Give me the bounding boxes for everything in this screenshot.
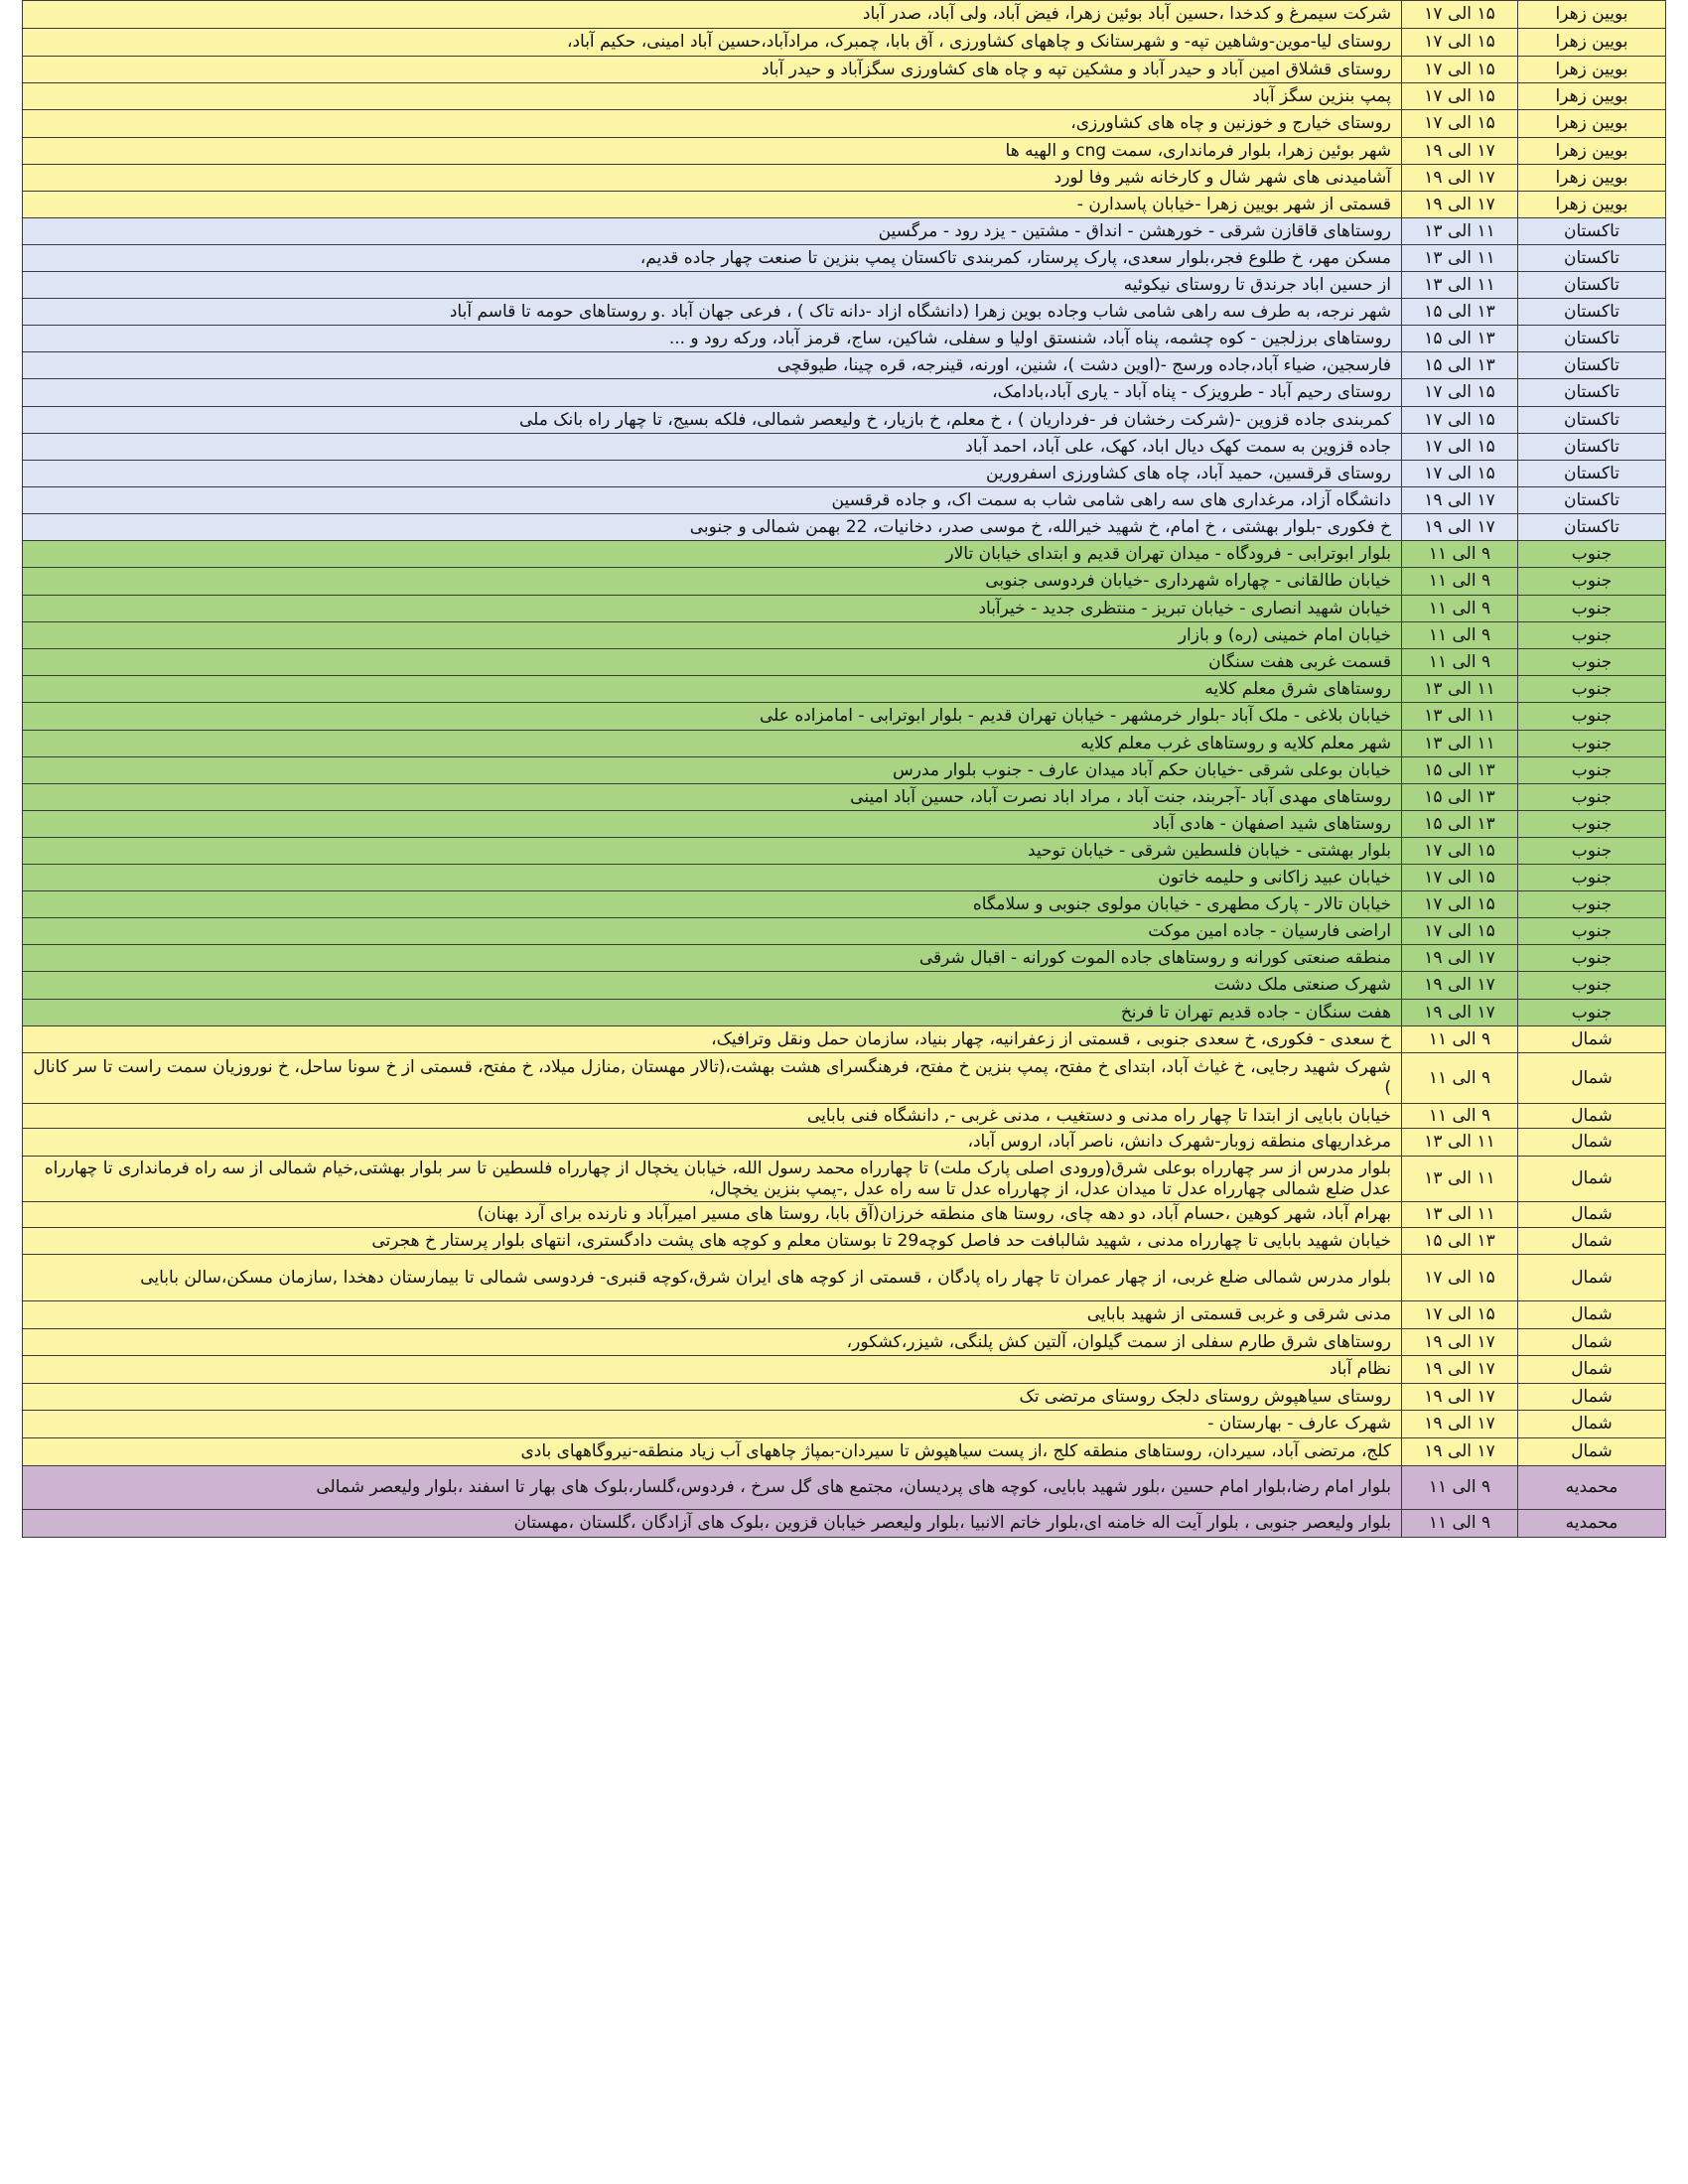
time-cell: ۹ الی ۱۱ [1402, 1026, 1518, 1053]
region-cell: تاکستان [1518, 352, 1666, 379]
table-row [23, 272, 1666, 299]
time-cell: ۱۱ الی ۱۳ [1402, 245, 1518, 272]
table-row [23, 514, 1666, 541]
region-cell: جنوب [1518, 541, 1666, 568]
region-cell: شمال [1518, 1228, 1666, 1255]
table-row [23, 703, 1666, 731]
areas-cell: شهرک صنعتی ملک دشت [23, 972, 1402, 1000]
time-cell: ۱۷ الی ۱۹ [1402, 1438, 1518, 1466]
region-cell: شمال [1518, 1411, 1666, 1438]
time-cell: ۱۱ الی ۱۳ [1402, 731, 1518, 757]
time-cell: ۹ الی ۱۱ [1402, 568, 1518, 596]
time-cell: ۱۵ الی ۱۷ [1402, 379, 1518, 407]
table-row [23, 1053, 1666, 1104]
table-row [23, 407, 1666, 434]
region-cell: جنوب [1518, 622, 1666, 649]
areas-cell: شهرک شهید رجایی، خ غیاث آباد، ابتدای خ مفتح، پمپ بنزین خ مفتح، فرهنگسرای هشت بهشت،(تالار مهستان ,منازل میلاد، خ مفتح، قسمتی از خ سونا ساحل، خ نوروزیان سمت راست تا سر کانال ) [23, 1053, 1402, 1104]
table-row [23, 1411, 1666, 1438]
time-cell: ۹ الی ۱۱ [1402, 1104, 1518, 1129]
areas-cell: قسمت غربی هفت سنگان [23, 649, 1402, 676]
time-cell: ۱۵ الی ۱۷ [1402, 1255, 1518, 1301]
time-cell: ۹ الی ۱۱ [1402, 1466, 1518, 1510]
areas-cell: روستاهای شرق طارم سفلی از سمت گیلوان، آلتین کش پلنگی، شیزر،کشکور، [23, 1329, 1402, 1356]
region-cell: شمال [1518, 1026, 1666, 1053]
region-cell: بویین زهرا [1518, 165, 1666, 192]
table-row [23, 218, 1666, 245]
time-cell: ۱۷ الی ۱۹ [1402, 1356, 1518, 1384]
time-cell: ۱۱ الی ۱۳ [1402, 676, 1518, 703]
region-cell: جنوب [1518, 784, 1666, 811]
time-cell: ۱۳ الی ۱۵ [1402, 784, 1518, 811]
areas-cell: بلوار مدرس از سر چهارراه بوعلی شرق(ورودی اصلی پارک ملت) تا چهارراه محمد رسول الله، خیابان یخچال از چهارراه فلسطین تا سر بلوار بهشتی,خیام شمالی از سه راه فرمانداری تا چهارراه عدل ضلع شمالی چهارراه عدل تا میدان عدل، از چهارراه عدل تا سه راه عدل ,-پمپ بنزین یخچال، [23, 1157, 1402, 1202]
areas-cell: اراضی فارسیان - جاده امین موکت [23, 918, 1402, 945]
areas-cell: خیابان امام خمینی (ره) و بازار [23, 622, 1402, 649]
region-cell: جنوب [1518, 676, 1666, 703]
table-row [23, 811, 1666, 838]
region-cell: شمال [1518, 1384, 1666, 1411]
region-cell: جنوب [1518, 731, 1666, 757]
table-row [23, 379, 1666, 407]
region-cell: جنوب [1518, 945, 1666, 972]
areas-cell: خیابان بابایی از ابتدا تا چهار راه مدنی و دستغیب ، مدنی غربی -, دانشگاه فنی بابایی [23, 1104, 1402, 1129]
region-cell: جنوب [1518, 838, 1666, 865]
time-cell: ۱۳ الی ۱۵ [1402, 757, 1518, 784]
table-row [23, 83, 1666, 110]
region-cell: جنوب [1518, 865, 1666, 891]
areas-cell: آشامیدنی های شهر شال و کارخانه شیر وفا لورد [23, 165, 1402, 192]
table-row [23, 434, 1666, 461]
region-cell: تاکستان [1518, 514, 1666, 541]
areas-cell: روستاهای قاقازن شرقی - خورهشن - انداق - مشتین - یزد رود - مرگسین [23, 218, 1402, 245]
region-cell: جنوب [1518, 972, 1666, 1000]
region-cell: تاکستان [1518, 407, 1666, 434]
region-cell: بویین زهرا [1518, 192, 1666, 218]
region-cell: شمال [1518, 1157, 1666, 1202]
time-cell: ۱۱ الی ۱۳ [1402, 218, 1518, 245]
region-cell: تاکستان [1518, 434, 1666, 461]
areas-cell: روستاهای مهدی آباد -آجربند، جنت آباد ، مراد اباد نصرت آباد، حسین آباد امینی [23, 784, 1402, 811]
region-cell: شمال [1518, 1053, 1666, 1104]
table-row [23, 1104, 1666, 1129]
areas-cell: روستاهای برزلجین - کوه چشمه، پناه آباد، شنستق اولیا و سفلی، شاکین، ساج، قرمز آباد، ورکه رود و ... [23, 326, 1402, 352]
table-row [23, 945, 1666, 972]
time-cell: ۱۵ الی ۱۷ [1402, 865, 1518, 891]
region-cell: شمال [1518, 1356, 1666, 1384]
areas-cell: بلوار ابوترابی - فرودگاه - میدان تهران قدیم و ابتدای خیابان تالار [23, 541, 1402, 568]
time-cell: ۱۵ الی ۱۷ [1402, 461, 1518, 487]
region-cell: تاکستان [1518, 299, 1666, 326]
areas-cell: شهر بوئین زهرا، بلوار فرمانداری، سمت cng و الهیه ها [23, 138, 1402, 165]
table-row [23, 1466, 1666, 1510]
table-row [23, 29, 1666, 57]
time-cell: ۱۵ الی ۱۷ [1402, 83, 1518, 110]
table-row [23, 1026, 1666, 1053]
table-row [23, 110, 1666, 138]
areas-cell: شهرک عارف - بهارستان - [23, 1411, 1402, 1438]
table-row [23, 1228, 1666, 1255]
table-row [23, 352, 1666, 379]
time-cell: ۱۵ الی ۱۷ [1402, 1301, 1518, 1329]
areas-cell: بهرام آباد، شهر کوهین ،حسام آباد، دو دهه چای، روستا های منطقه خرزان(آق بابا، روستا های مسیر امیرآباد و نارنده برای آرد بهنان) [23, 1202, 1402, 1228]
region-cell: بویین زهرا [1518, 138, 1666, 165]
areas-cell: کلج، مرتضی آباد، سیردان، روستاهای منطقه کلج ،از پست سیاهپوش تا سیردان-بمپاژ چاههای آب زیاد منطقه-نیروگاههای بادی [23, 1438, 1402, 1466]
time-cell: ۹ الی ۱۱ [1402, 622, 1518, 649]
areas-cell: دانشگاه آزاد، مرغداری های سه راهی شامی شاب به سمت اک، و جاده قرقسین [23, 487, 1402, 514]
region-cell: تاکستان [1518, 218, 1666, 245]
table-row [23, 192, 1666, 218]
areas-cell: بلوار بهشتی - خیابان فلسطین شرقی - خیابان توحید [23, 838, 1402, 865]
table-row [23, 1329, 1666, 1356]
region-cell: تاکستان [1518, 326, 1666, 352]
areas-cell: خ فکوری -بلوار بهشتی ، خ امام، خ شهید خیرالله، خ موسی صدر، دخانیات، 22 بهمن شمالی و جنوبی [23, 514, 1402, 541]
table-row [23, 1510, 1666, 1538]
areas-cell: فارسجین، ضیاء آباد،جاده ورسج -(اوین دشت )، شنین، اورنه، قینرجه، قره چینا، طیوقچی [23, 352, 1402, 379]
areas-cell: روستای قرقسین، حمید آباد، چاه های کشاورزی اسفرورین [23, 461, 1402, 487]
table-row [23, 676, 1666, 703]
areas-cell: بلوار ولیعصر جنوبی ، بلوار آیت اله خامنه ای،بلوار خاتم الانبیا ،بلوار ولیعصر خیابان قزوین ،بلوک های آزادگان ،گلستان ،مهستان [23, 1510, 1402, 1538]
time-cell: ۱۱ الی ۱۳ [1402, 703, 1518, 731]
region-cell: محمدیه [1518, 1510, 1666, 1538]
time-cell: ۱۱ الی ۱۳ [1402, 1202, 1518, 1228]
region-cell: شمال [1518, 1255, 1666, 1301]
region-cell: تاکستان [1518, 379, 1666, 407]
areas-cell: روستای رحیم آباد - طرویزک - پناه آباد - یاری آباد،بادامک، [23, 379, 1402, 407]
table-row [23, 1356, 1666, 1384]
time-cell: ۱۵ الی ۱۷ [1402, 838, 1518, 865]
region-cell: بویین زهرا [1518, 83, 1666, 110]
time-cell: ۱۱ الی ۱۳ [1402, 272, 1518, 299]
areas-cell: روستای خیارج و خوزنین و چاه های کشاورزی، [23, 110, 1402, 138]
time-cell: ۹ الی ۱۱ [1402, 1510, 1518, 1538]
areas-cell: خ سعدی - فکوری، خ سعدی جنوبی ، قسمتی از زعفرانیه، چهار بنیاد، سازمان حمل ونقل وترافیک، [23, 1026, 1402, 1053]
areas-cell: مسکن مهر، خ طلوع فجر،بلوار سعدی، پارک پرستار، کمربندی تاکستان پمپ بنزین تا صنعت چهار جاده قدیم، [23, 245, 1402, 272]
time-cell: ۱۵ الی ۱۷ [1402, 434, 1518, 461]
time-cell: ۱۳ الی ۱۵ [1402, 352, 1518, 379]
table-row [23, 1384, 1666, 1411]
areas-cell: شهر نرجه، به طرف سه راهی شامی شاب وجاده بوین زهرا (دانشگاه ازاد -دانه تاک ) ، فرعی جهان آباد .و روستاهای حومه تا قاسم آباد [23, 299, 1402, 326]
time-cell: ۱۷ الی ۱۹ [1402, 138, 1518, 165]
table-row [23, 326, 1666, 352]
table-row [23, 918, 1666, 945]
time-cell: ۱۷ الی ۱۹ [1402, 1384, 1518, 1411]
table-row [23, 165, 1666, 192]
table-row [23, 487, 1666, 514]
table-row [23, 461, 1666, 487]
table-row [23, 1000, 1666, 1026]
region-cell: شمال [1518, 1129, 1666, 1157]
time-cell: ۱۳ الی ۱۵ [1402, 1228, 1518, 1255]
areas-cell: روستای قشلاق امین آباد و حیدر آباد و مشکین تپه و چاه های کشاورزی سگزآباد و حیدر آباد [23, 57, 1402, 83]
areas-cell: شرکت سیمرغ و کدخدا ،حسین آباد بوئین زهرا، فیض آباد، ولی آباد، صدر آباد [23, 1, 1402, 29]
time-cell: ۱۷ الی ۱۹ [1402, 972, 1518, 1000]
areas-cell: خیابان تالار - پارک مطهری - خیابان مولوی جنوبی و سلامگاه [23, 891, 1402, 918]
table-row [23, 784, 1666, 811]
time-cell: ۱۵ الی ۱۷ [1402, 1, 1518, 29]
table-row [23, 299, 1666, 326]
areas-cell: خیابان طالقانی - چهاراه شهرداری -خیابان فردوسی جنوبی [23, 568, 1402, 596]
table-row [23, 1301, 1666, 1329]
region-cell: شمال [1518, 1202, 1666, 1228]
region-cell: جنوب [1518, 1000, 1666, 1026]
schedule-rows [23, 1, 1666, 1538]
table-row [23, 1255, 1666, 1301]
time-cell: ۱۱ الی ۱۳ [1402, 1129, 1518, 1157]
table-row [23, 1, 1666, 29]
region-cell: شمال [1518, 1301, 1666, 1329]
region-cell: بویین زهرا [1518, 1, 1666, 29]
region-cell: شمال [1518, 1438, 1666, 1466]
region-cell: جنوب [1518, 649, 1666, 676]
time-cell: ۱۵ الی ۱۷ [1402, 407, 1518, 434]
areas-cell: هفت سنگان - جاده قدیم تهران تا فرنخ [23, 1000, 1402, 1026]
time-cell: ۱۷ الی ۱۹ [1402, 1329, 1518, 1356]
outage-schedule-table [22, 0, 1666, 1538]
table-row [23, 245, 1666, 272]
region-cell: جنوب [1518, 891, 1666, 918]
table-row [23, 757, 1666, 784]
time-cell: ۹ الی ۱۱ [1402, 541, 1518, 568]
areas-cell: روستاهای شرق معلم کلایه [23, 676, 1402, 703]
table-row [23, 865, 1666, 891]
table-row [23, 596, 1666, 622]
table-row [23, 731, 1666, 757]
areas-cell: نظام آباد [23, 1356, 1402, 1384]
time-cell: ۱۱ الی ۱۳ [1402, 1157, 1518, 1202]
areas-cell: روستاهای شید اصفهان - هادی آباد [23, 811, 1402, 838]
areas-cell: پمپ بنزین سگز آباد [23, 83, 1402, 110]
table-row [23, 138, 1666, 165]
table-row [23, 891, 1666, 918]
table-row [23, 1438, 1666, 1466]
region-cell: جنوب [1518, 596, 1666, 622]
time-cell: ۱۷ الی ۱۹ [1402, 192, 1518, 218]
table-row [23, 622, 1666, 649]
time-cell: ۱۵ الی ۱۷ [1402, 57, 1518, 83]
time-cell: ۱۳ الی ۱۵ [1402, 326, 1518, 352]
areas-cell: قسمتی از شهر بویین زهرا -خیابان پاسدارن - [23, 192, 1402, 218]
region-cell: تاکستان [1518, 272, 1666, 299]
region-cell: جنوب [1518, 568, 1666, 596]
region-cell: بویین زهرا [1518, 29, 1666, 57]
table-row [23, 649, 1666, 676]
region-cell: جنوب [1518, 757, 1666, 784]
time-cell: ۱۳ الی ۱۵ [1402, 299, 1518, 326]
region-cell: بویین زهرا [1518, 110, 1666, 138]
areas-cell: منطقه صنعتی کورانه و روستاهای جاده الموت کورانه - اقبال شرقی [23, 945, 1402, 972]
time-cell: ۱۵ الی ۱۷ [1402, 110, 1518, 138]
areas-cell: بلوار امام رضا،بلوار امام حسین ،بلور شهید بابایی، کوچه های پردیسان، مجتمع های گل سرخ ، فردوس،گلسار،بلوک های بهار تا اسفند ،بلوار ولیعصر شمالی [23, 1466, 1402, 1510]
region-cell: تاکستان [1518, 245, 1666, 272]
region-cell: تاکستان [1518, 487, 1666, 514]
time-cell: ۱۷ الی ۱۹ [1402, 487, 1518, 514]
areas-cell: خیابان عبید زاکانی و حلیمه خاتون [23, 865, 1402, 891]
time-cell: ۱۵ الی ۱۷ [1402, 918, 1518, 945]
areas-cell: روستای لیا-موین-وشاهین تپه- و شهرستانک و چاههای کشاورزی ، آق بابا، چمبرک، مرادآباد،حسین آباد امینی، حکیم آباد، [23, 29, 1402, 57]
table-row [23, 541, 1666, 568]
areas-cell: مرغداریهای منطقه زوبار-شهرک دانش، ناصر آباد، اروس آباد، [23, 1129, 1402, 1157]
region-cell: شمال [1518, 1329, 1666, 1356]
region-cell: جنوب [1518, 918, 1666, 945]
areas-cell: شهر معلم کلایه و روستاهای غرب معلم کلایه [23, 731, 1402, 757]
region-cell: محمدیه [1518, 1466, 1666, 1510]
areas-cell: جاده قزوین به سمت کهک دیال اباد، کهک، علی آباد، احمد آباد [23, 434, 1402, 461]
table-row [23, 568, 1666, 596]
region-cell: تاکستان [1518, 461, 1666, 487]
areas-cell: بلوار مدرس شمالی ضلع غربی، از چهار عمران تا چهار راه پادگان ، قسمتی از کوچه های ایران شرق،کوچه قنبری- فردوسی شمالی تا بیمارستان دهخدا ,سازمان مسکن،سالن بابایی [23, 1255, 1402, 1301]
areas-cell: مدنی شرقی و غربی قسمتی از شهید بابایی [23, 1301, 1402, 1329]
areas-cell: خیابان شهید انصاری - خیابان تبریز - منتظری جدید - خیرآباد [23, 596, 1402, 622]
time-cell: ۹ الی ۱۱ [1402, 596, 1518, 622]
areas-cell: از حسین اباد جرندق تا روستای نیکوئیه [23, 272, 1402, 299]
time-cell: ۱۷ الی ۱۹ [1402, 514, 1518, 541]
region-cell: جنوب [1518, 811, 1666, 838]
region-cell: جنوب [1518, 703, 1666, 731]
region-cell: شمال [1518, 1104, 1666, 1129]
time-cell: ۹ الی ۱۱ [1402, 1053, 1518, 1104]
time-cell: ۹ الی ۱۱ [1402, 649, 1518, 676]
areas-cell: کمربندی جاده قزوین -(شرکت رخشان فر -فرداریان ) ، خ معلم، خ بازیار، خ ولیعصر شمالی، فلکه بسیج، تا چهار راه بانک ملی [23, 407, 1402, 434]
table-row [23, 1129, 1666, 1157]
time-cell: ۱۵ الی ۱۷ [1402, 891, 1518, 918]
areas-cell: خیابان شهید بابایی تا چهارراه مدنی ، شهید شالبافت حد فاصل کوچه29 تا بوستان معلم و کوچه های پشت دادگستری، انتهای بلوار پرستار خ هجرتی [23, 1228, 1402, 1255]
time-cell: ۱۷ الی ۱۹ [1402, 1411, 1518, 1438]
time-cell: ۱۵ الی ۱۷ [1402, 29, 1518, 57]
areas-cell: روستای سیاهپوش روستای دلجک روستای مرتضی تک [23, 1384, 1402, 1411]
time-cell: ۱۷ الی ۱۹ [1402, 165, 1518, 192]
time-cell: ۱۳ الی ۱۵ [1402, 811, 1518, 838]
table-row [23, 838, 1666, 865]
areas-cell: خیابان بوعلی شرقی -خیابان حکم آباد میدان عارف - جنوب بلوار مدرس [23, 757, 1402, 784]
table-row [23, 972, 1666, 1000]
region-cell: بویین زهرا [1518, 57, 1666, 83]
table-row [23, 1202, 1666, 1228]
areas-cell: خیابان بلاغی - ملک آباد -بلوار خرمشهر - خیابان تهران قدیم - بلوار ابوترابی - امامزاده علی [23, 703, 1402, 731]
table-row [23, 57, 1666, 83]
time-cell: ۱۷ الی ۱۹ [1402, 1000, 1518, 1026]
time-cell: ۱۷ الی ۱۹ [1402, 945, 1518, 972]
table-row [23, 1157, 1666, 1202]
